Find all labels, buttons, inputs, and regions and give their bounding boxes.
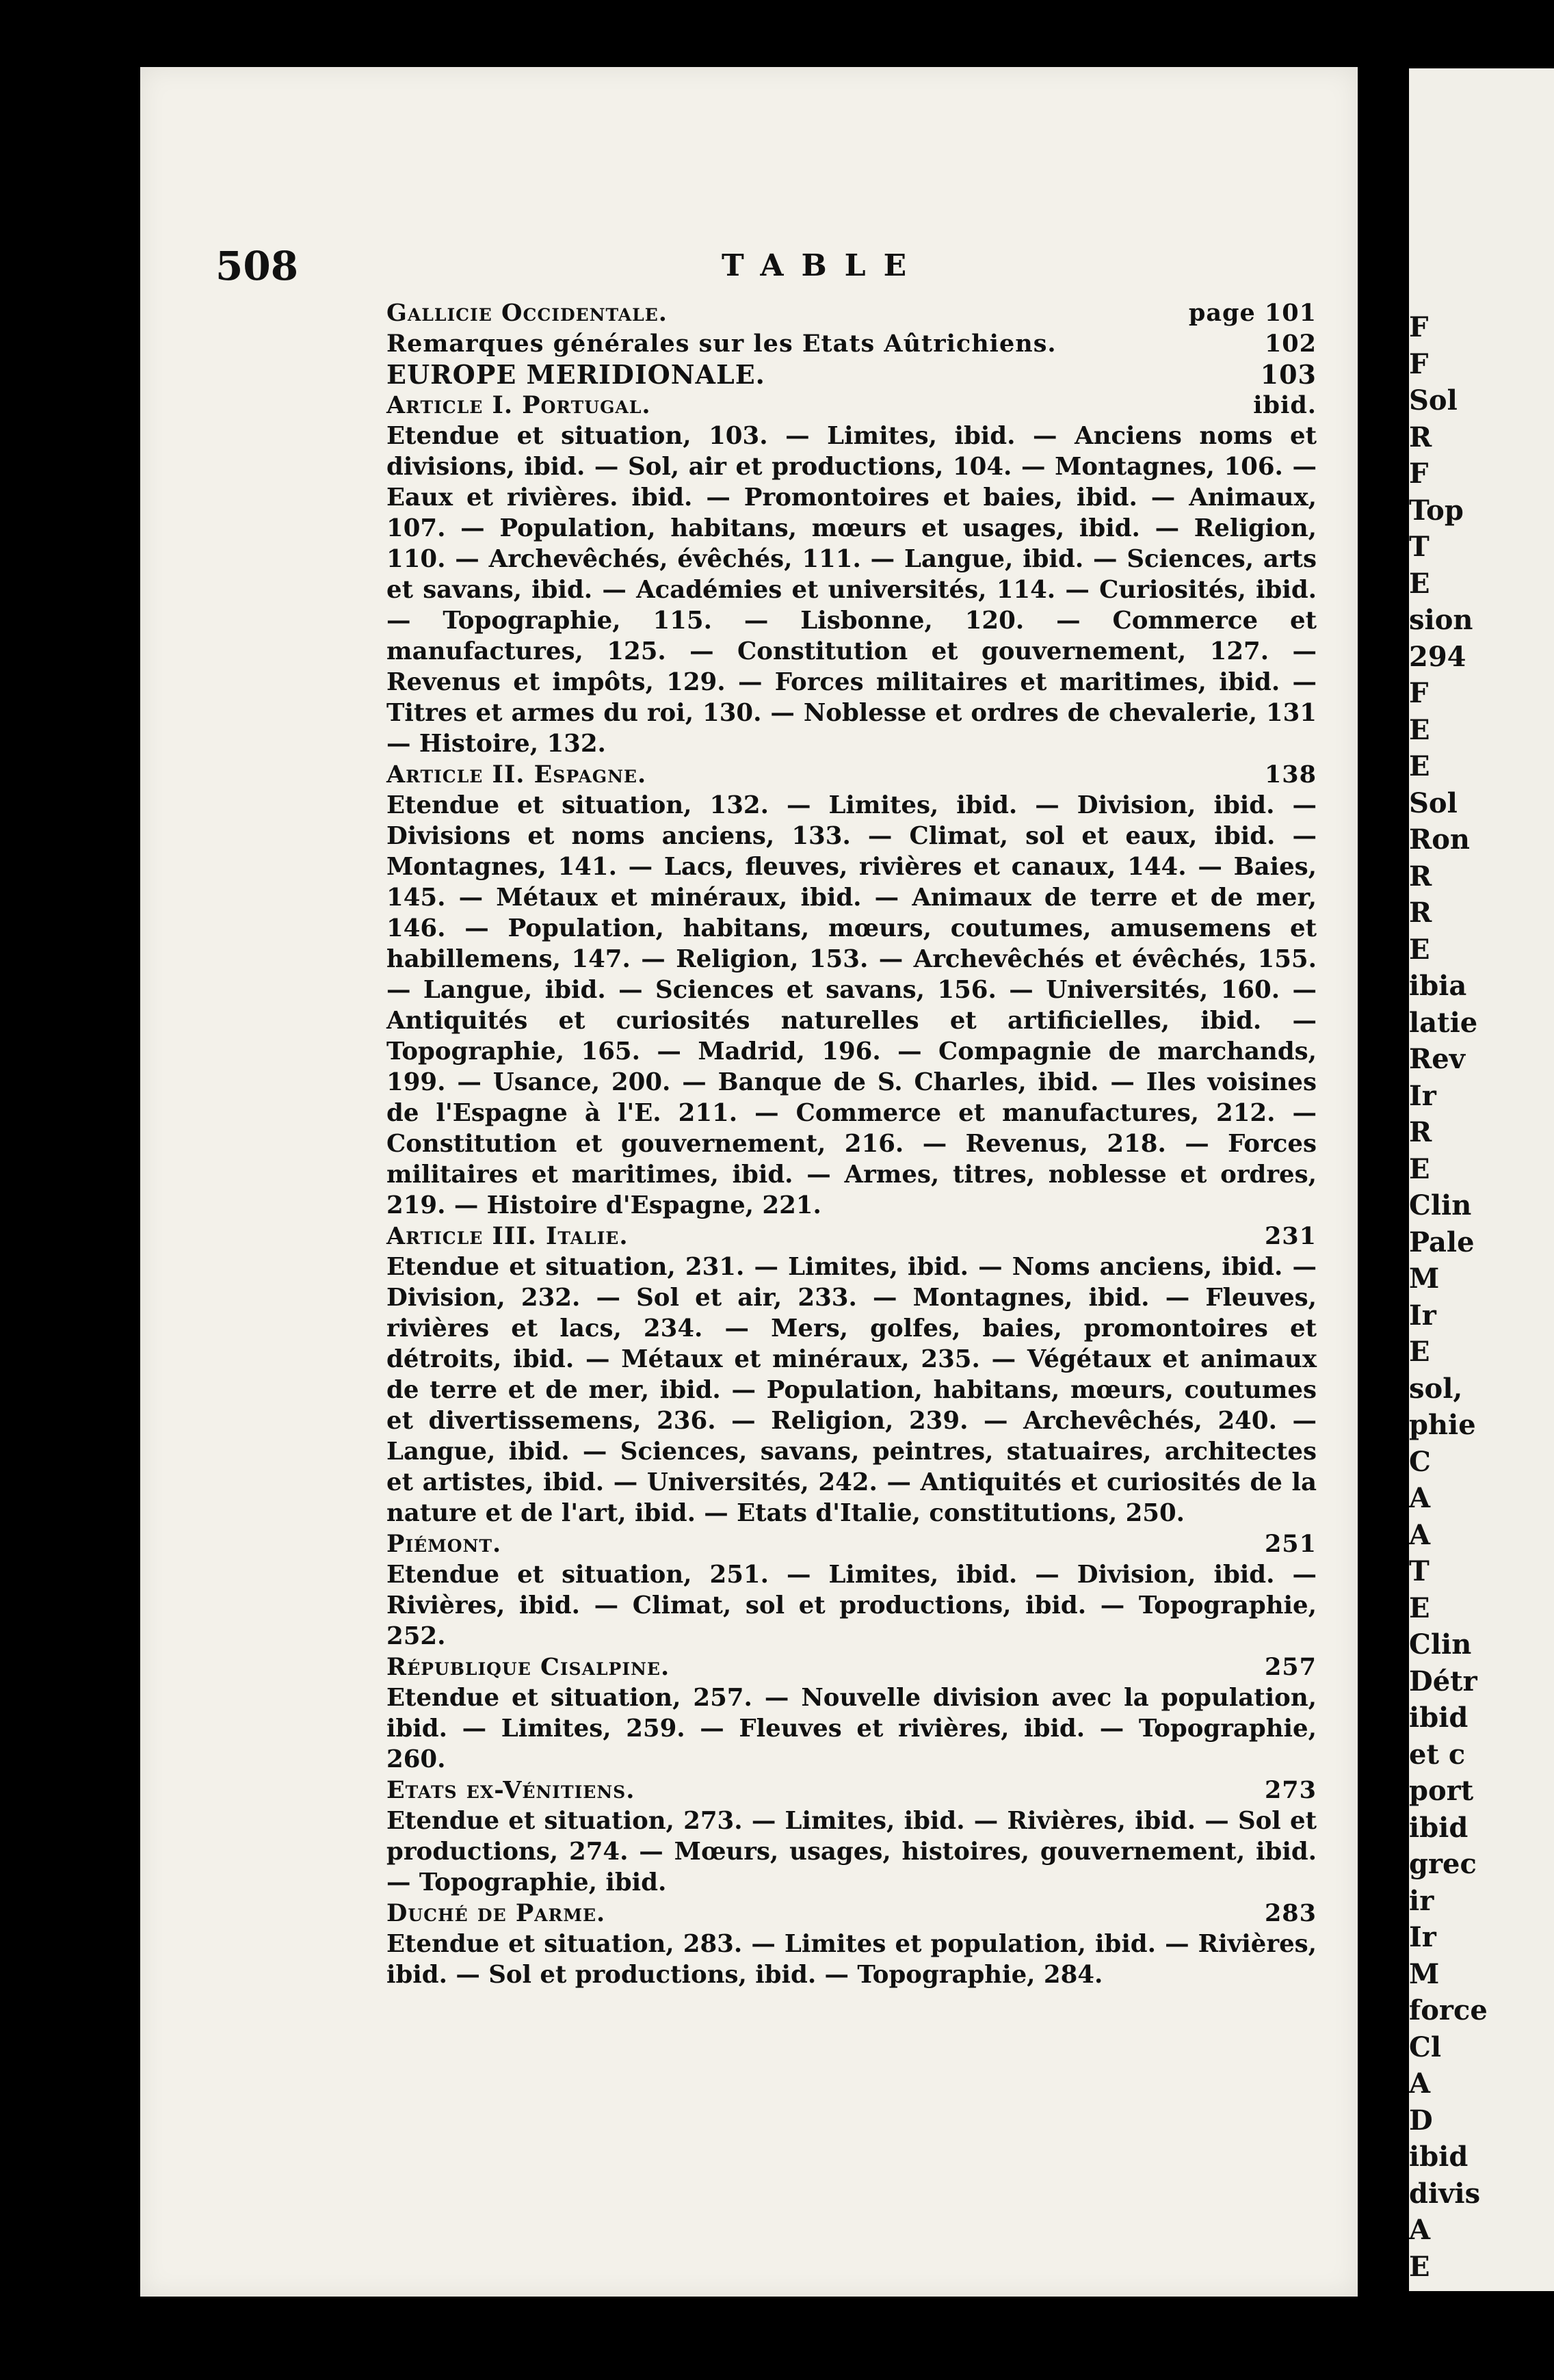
facing-page-fragment: E <box>1409 1152 1430 1185</box>
facing-page-fragment: C <box>1409 1445 1431 1478</box>
entry-page: 283 <box>1264 1899 1317 1927</box>
entry-heading <box>215 359 1317 390</box>
facing-page-fragment: Détr <box>1409 1665 1477 1697</box>
facing-page-fragment: A <box>1409 2067 1431 2100</box>
entry-page: 138 <box>1264 761 1317 789</box>
entry-body: Etendue et situation, 103. — Limites, ibid. — Anciens noms et divisions, ibid. — Sol, air et productions, 104. — Montagnes, 106. — Eaux et rivières. ibid. — Promontoires et baies, ibid. — Animaux, 107. — Population, habitans, mœurs et usages, ibid. — Religion, 110. — Archevêchés, évêchés, 111. — Langue, ibid. — Sciences, arts et savans, ibid. — Académies et universités, 114. — Curiosités, ibid. — Topographie, 115. — Lisbonne, 120. — Commerce et manufactures, 125. — Constitution et gouvernement, 127. — Revenus et impôts, 129. — Forces militaires et maritimes, ibid. — Titres et armes du roi, 130. — Noblesse et ordres de chevalerie, 131 — Histoire, 132. <box>386 422 1317 758</box>
toc-entry <box>215 359 1317 390</box>
entry-heading <box>215 1221 1317 1252</box>
facing-page-fragment: F <box>1409 311 1429 343</box>
entry-body: Etendue et situation, 283. — Limites et population, ibid. — Rivières, ibid. — Sol et productions, ibid. — Topographie, 284. <box>386 1930 1317 1989</box>
entry-page: 273 <box>1264 1776 1317 1804</box>
facing-page-fragment: Top <box>1409 494 1464 527</box>
entry-body: Etendue et situation, 257. — Nouvelle division avec la population, ibid. — Limites, 259. — Fleuves et rivières, ibid. — Topographie, 260. <box>386 1684 1317 1773</box>
entry-body: Etendue et situation, 132. — Limites, ibid. — Division, ibid. — Divisions et noms anciens, 133. — Climat, sol et eaux, ibid. — Montagnes, 141. — Lacs, fleuves, rivières et canaux, 144. — Baies, 145. — Métaux et minéraux, ibid. — Animaux de terre et de mer, 146. — Population, habitans, mœurs, coutumes, amusemens et habillemens, 147. — Religion, 153. — Archevêchés et évêchés, 155. — Langue, ibid. — Sciences et savans, 156. — Universités, 160. — Antiquités et curiosités naturelles et artificielles, ibid. — Topographie, 165. — Madrid, 196. — Compagnie de marchands, 199. — Usance, 200. — Banque de S. Charles, ibid. — Iles voisines de l'Espagne à l'E. 211. — Commerce et manufactures, 212. — Constitution et gouvernement, 216. — Revenus, 218. — Forces militaires et maritimes, ibid. — Armes, titres, noblesse et ordres, 219. — Histoire d'Espagne, 221. <box>386 791 1317 1219</box>
facing-page-fragment: latie <box>1409 1006 1478 1039</box>
toc-entry <box>215 759 1317 1221</box>
facing-page-fragment: R <box>1409 1116 1432 1148</box>
entry-title: Etats ex-Vénitiens. <box>386 1776 635 1804</box>
facing-page-fragment: divis <box>1409 2177 1481 2210</box>
entry-title: Article II. Espagne. <box>386 761 647 789</box>
facing-page-fragment: Ir <box>1409 1079 1436 1112</box>
entry-page: 102 <box>1264 330 1317 358</box>
facing-page-fragment: ibid <box>1409 1702 1469 1734</box>
facing-page-fragment: grec <box>1409 1848 1477 1880</box>
facing-page-fragment: Ir <box>1409 1299 1436 1332</box>
entry-title: Article I. Portugal. <box>386 391 651 419</box>
facing-page-fragment: Ron <box>1409 823 1471 856</box>
facing-page-fragment: phie <box>1409 1409 1476 1441</box>
facing-page-fragment: A <box>1409 2214 1431 2246</box>
facing-page-fragment: R <box>1409 860 1432 892</box>
entry-heading <box>215 1898 1317 1929</box>
facing-page-fragment: force <box>1409 1994 1488 2026</box>
facing-page-fragment: ibid <box>1409 1811 1469 1844</box>
facing-page-fragment: F <box>1409 677 1429 709</box>
facing-page-fragment: E <box>1409 1591 1430 1624</box>
facing-page-fragment: Clin <box>1409 1628 1472 1661</box>
entry-title: EUROPE MERIDIONALE. <box>386 359 765 390</box>
entry-heading <box>215 1775 1317 1806</box>
facing-page-fragment: Sol <box>1409 384 1458 416</box>
entry-title: Piémont. <box>386 1530 502 1558</box>
entry-heading <box>215 1529 1317 1559</box>
entry-title: République Cisalpine. <box>386 1653 670 1681</box>
entry-body: Etendue et situation, 273. — Limites, ibid. — Rivières, ibid. — Sol et productions, 274. — Mœurs, usages, histoires, gouvernement, ibid. — Topographie, ibid. <box>386 1807 1317 1896</box>
facing-page-fragment: Clin <box>1409 1189 1472 1221</box>
toc-entry <box>215 298 1317 328</box>
facing-page-fragment: A <box>1409 1482 1431 1514</box>
facing-page-fragment: D <box>1409 2104 1433 2137</box>
facing-page-fragment: T <box>1409 1555 1430 1587</box>
entry-title: Remarques générales sur les Etats Aûtrichiens. <box>386 330 1057 358</box>
facing-page-fragment: E <box>1409 750 1430 782</box>
entry-heading <box>215 298 1317 328</box>
facing-page-fragment: Ir <box>1409 1921 1436 1953</box>
facing-page-fragment: sol, <box>1409 1372 1463 1405</box>
facing-page-fragment: E <box>1409 933 1430 966</box>
facing-page-fragment: R <box>1409 897 1432 929</box>
entry-heading <box>215 759 1317 790</box>
entry-heading <box>215 390 1317 421</box>
facing-page-fragment: 294 <box>1409 640 1466 673</box>
page-number: 508 <box>215 243 299 289</box>
toc-entry <box>215 1898 1317 1990</box>
facing-page-fragment: et c <box>1409 1738 1466 1771</box>
entry-title: Gallicie Occidentale. <box>386 299 668 327</box>
facing-page-fragment: M <box>1409 1262 1440 1295</box>
entry-body: Etendue et situation, 231. — Limites, ibid. — Noms anciens, ibid. — Division, 232. — Sol et air, 233. — Montagnes, ibid. — Fleuves, rivières et lacs, 234. — Mers, golfes, baies, promontoires et détroits, ibid. — Métaux et minéraux, 235. — Végétaux et animaux de terre et de mer, ibid. — Population, habitans, mœurs, coutumes et divertissemens, 236. — Religion, 239. — Archevêchés, 240. — Langue, ibid. — Sciences, savans, peintres, statuaires, architectes et artistes, ibid. — Universités, 242. — Antiquités et curiosités de la nature et de l'art, ibid. — Etats d'Italie, constitutions, 250. <box>386 1253 1317 1527</box>
facing-page-fragment: ibia <box>1409 970 1467 1002</box>
entry-page: 251 <box>1264 1530 1317 1558</box>
facing-page-fragment: Cl <box>1409 2031 1442 2063</box>
toc-entry <box>215 1529 1317 1652</box>
facing-page-fragment: M <box>1409 1957 1440 1990</box>
facing-page-fragment: port <box>1409 1775 1474 1807</box>
toc-entry <box>215 1775 1317 1898</box>
entry-page: 231 <box>1264 1222 1317 1250</box>
entry-page: page 101 <box>1188 299 1317 327</box>
table-of-contents <box>215 243 1317 1990</box>
facing-page-edge <box>1409 68 1554 2291</box>
facing-page-fragment: T <box>1409 531 1430 563</box>
facing-page-fragment: E <box>1409 2250 1430 2283</box>
entry-page: 257 <box>1264 1653 1317 1681</box>
toc-entry <box>215 328 1317 359</box>
entry-page: 103 <box>1260 359 1317 390</box>
facing-page-fragment: sion <box>1409 604 1473 636</box>
facing-page-fragment: E <box>1409 713 1430 746</box>
running-title: TABLE <box>722 248 925 283</box>
entry-title: Article III. Italie. <box>386 1222 629 1250</box>
facing-page-fragment: Pale <box>1409 1226 1475 1258</box>
facing-page-fragment: E <box>1409 1336 1430 1368</box>
facing-page-fragment: Rev <box>1409 1043 1465 1075</box>
facing-page-fragment: F <box>1409 347 1429 380</box>
page-header <box>215 243 1317 298</box>
facing-page-fragment: E <box>1409 567 1430 600</box>
entry-page: ibid. <box>1253 391 1317 419</box>
toc-entry <box>215 390 1317 759</box>
facing-page-fragment: Sol <box>1409 786 1458 819</box>
facing-page-fragment: A <box>1409 1518 1431 1551</box>
facing-page-fragment: ir <box>1409 1884 1434 1917</box>
facing-page-fragment: F <box>1409 458 1429 490</box>
entry-body: Etendue et situation, 251. — Limites, ibid. — Division, ibid. — Rivières, ibid. — Climat, sol et productions, ibid. — Topographie, 252. <box>386 1561 1317 1650</box>
facing-page-fragment: ibid <box>1409 2141 1469 2173</box>
entry-title: Duché de Parme. <box>386 1899 606 1927</box>
toc-entry <box>215 1221 1317 1529</box>
entry-heading <box>215 1652 1317 1682</box>
facing-page-fragment: R <box>1409 421 1432 453</box>
toc-entry <box>215 1652 1317 1775</box>
entry-heading <box>215 328 1317 359</box>
